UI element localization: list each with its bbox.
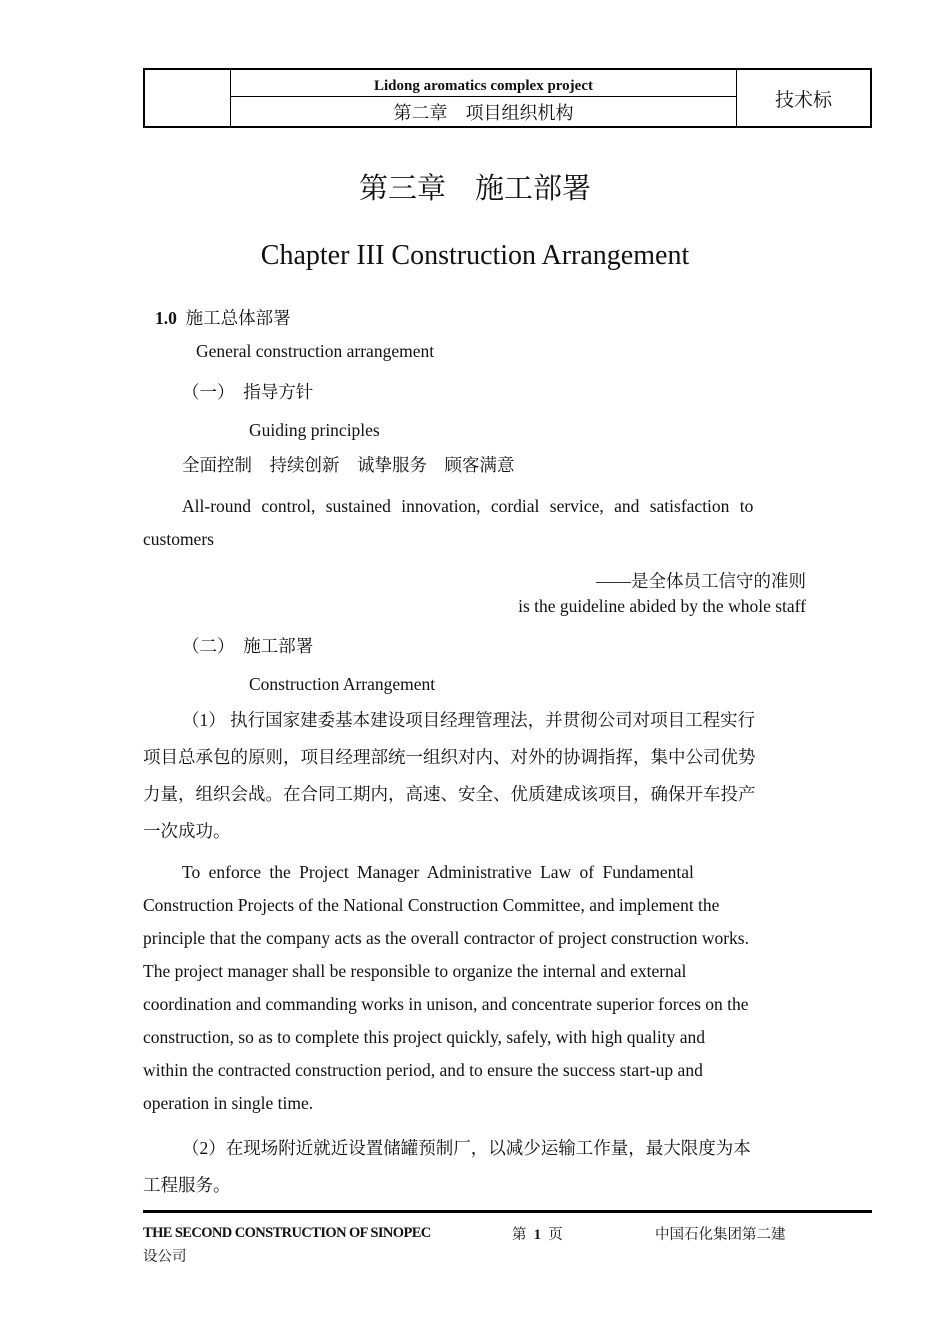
page-title-cn: 第三章 施工部署: [358, 173, 591, 205]
page-number: 1: [533, 1227, 541, 1243]
principles-en-line1: All-round control, sustained innovation, cordial service, and satisfaction to: [182, 496, 754, 516]
footer-company-cn: 中国石化集团第二建: [655, 1227, 786, 1243]
paragraph-1-en-line: operation in single time.: [143, 1093, 314, 1113]
page-prefix: 第: [512, 1227, 527, 1243]
paragraph-1-cn-line: （1） 执行国家建委基本建设项目经理管理法，并贯彻公司对项目工程实行: [182, 710, 756, 730]
section-number: 1.0: [155, 308, 177, 328]
paragraph-1-en-line: The project manager shall be responsible to organize the internal and external: [143, 961, 687, 981]
paragraph-1-en-line: principle that the company acts as the overall contractor of project construction works.: [143, 928, 749, 948]
paragraph-1-en-line: within the contracted construction period, and to ensure the success start-up and: [143, 1060, 703, 1080]
paragraph-1-en-line: Construction Projects of the National Construction Committee, and implement the: [143, 895, 720, 915]
footer-page-number: [512, 1223, 563, 1244]
paragraph-1-cn-line: 力量，组织会战。在合同工期内，高速、安全、优质建成该项目，确保开车投产: [143, 784, 756, 804]
part1-heading-cn: （一） 指导方针: [182, 382, 314, 402]
page-suffix: 页: [548, 1227, 563, 1243]
part2-heading-en: Construction Arrangement: [249, 674, 436, 694]
part1-heading-en: Guiding principles: [249, 420, 380, 440]
paragraph-1-cn-line: 一次成功。: [143, 821, 231, 841]
header-table: [143, 68, 872, 128]
motto-cn: ——是全体员工信守的准则: [596, 571, 806, 591]
section-title-en: General construction arrangement: [196, 341, 435, 361]
header-logo-cell: [145, 70, 231, 126]
header-tag: 技术标: [736, 70, 870, 126]
paragraph-1-en-line: To enforce the Project Manager Administrative Law of Fundamental: [182, 862, 694, 882]
principles-en-line2: customers: [143, 529, 214, 549]
page-title-en: Chapter III Construction Arrangement: [260, 240, 690, 271]
motto-en: is the guideline abided by the whole staff: [518, 596, 806, 616]
section-heading: [155, 305, 291, 330]
section-title-cn: 施工总体部署: [185, 308, 291, 328]
footer-divider: [143, 1210, 872, 1213]
paragraph-1-en-line: construction, so as to complete this project quickly, safely, with high quality and: [143, 1027, 705, 1047]
footer-company-cn-cont: 设公司: [143, 1249, 187, 1265]
paragraph-1-en-line: coordination and commanding works in unison, and concentrate superior forces on the: [143, 994, 749, 1014]
paragraph-1-cn-line: 项目总承包的原则，项目经理部统一组织对内、对外的协调指挥，集中公司优势: [143, 747, 756, 767]
header-project-name: Lidong aromatics complex project: [231, 70, 736, 97]
paragraph-2-cn-line: 工程服务。: [143, 1175, 231, 1195]
footer-company-en: THE SECOND CONSTRUCTION OF SINOPEC: [143, 1225, 431, 1241]
header-chapter: 第二章 项目组织机构: [393, 102, 574, 123]
part2-heading-cn: （二） 施工部署: [182, 636, 314, 656]
principles-cn: 全面控制 持续创新 诚挚服务 顾客满意: [182, 455, 515, 475]
paragraph-2-cn-line: （2）在现场附近就近设置储罐预制厂，以减少运输工作量，最大限度为本: [182, 1138, 751, 1158]
